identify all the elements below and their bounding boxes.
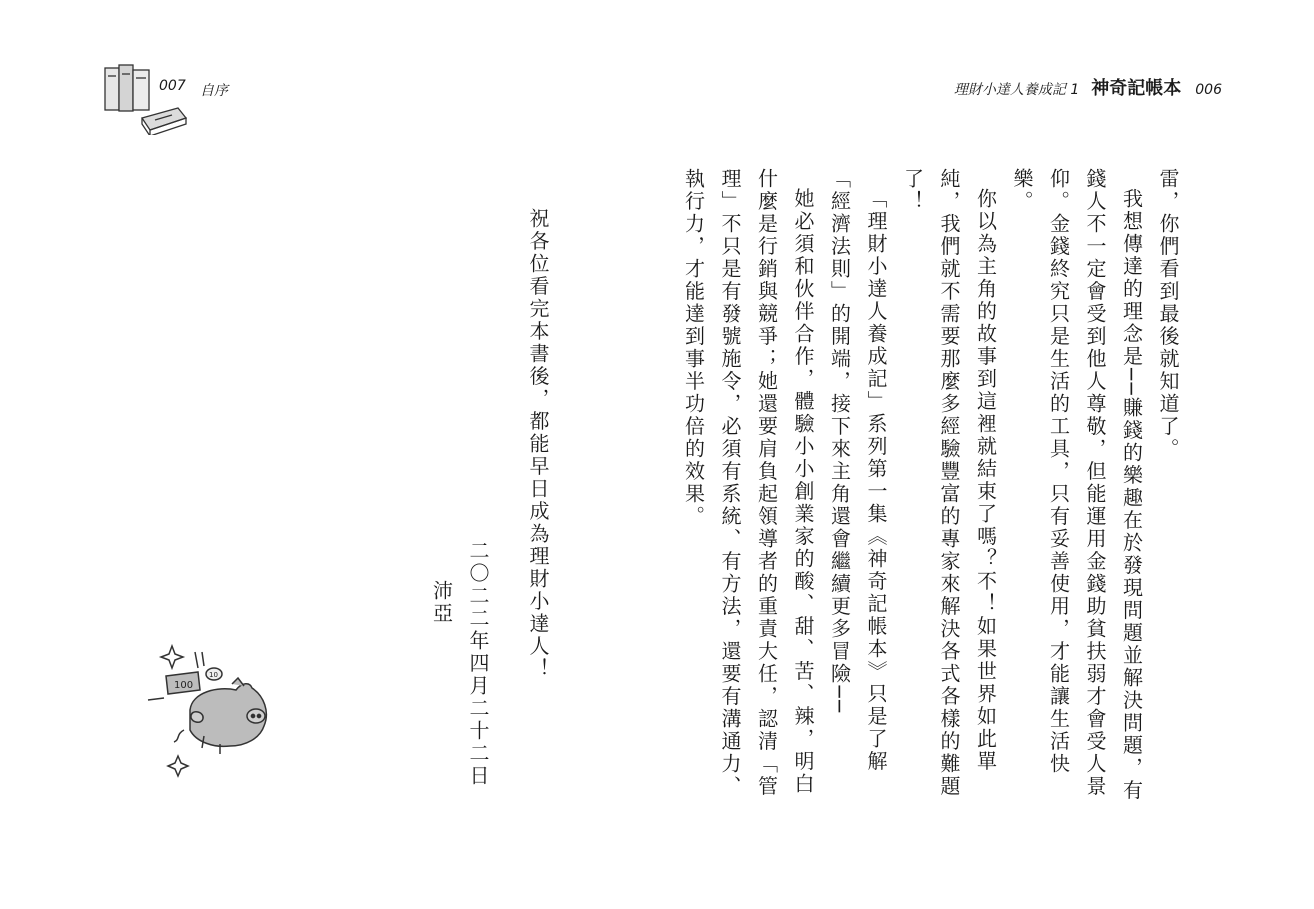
svg-text:10: 10 [209, 671, 218, 679]
date-signature [423, 540, 496, 840]
page-number-left: 007 [159, 78, 186, 94]
body-paragraph: 雷，你們看到最後就知道了。 [1156, 168, 1180, 461]
body-paragraph: 我想傳達的理念是──賺錢的樂趣在於發現問題並解決問題，有錢人不一定會受到他人尊敬，但能運用金錢助貧扶弱才會受人景仰。金錢終究只是生活的工具，只有妥善使用，才能讓生活快樂。 [1010, 168, 1144, 803]
series-title: 理財小達人養成記 1 [953, 82, 1080, 98]
piggy-bank-with-coins-icon [140, 638, 280, 778]
body-paragraph: 你以為主角的故事到這裡就結束了嗎？不！如果世界如此單純，我們就不需要那麼多經驗豐富的專家來解決各式各樣的難題了！ [900, 168, 998, 798]
date: 二〇二二年四月二十二日 [466, 540, 490, 788]
signature: 沛亞 [429, 580, 454, 625]
svg-text:100: 100 [174, 680, 194, 691]
left-page-header [100, 60, 360, 140]
body-paragraph: 她必須和伙伴合作，體驗小小創業家的酸、甜、苦、辣，明白什麼是行銷與競爭；她還要肩負起領導者的重責大任，認清「管理」不只是有發號施令，必須有系統、有方法，還要有溝通力、執行力，才能達到事半功倍的效果。 [681, 168, 815, 798]
body-paragraph: 「理財小達人養成記」系列第一集《神奇記帳本》只是了解「經濟法則」的開端，接下來主角還會繼續更多冒險── [827, 168, 888, 773]
books-icon [100, 60, 190, 135]
closing-wish: 祝各位看完本書後，都能早日成為理財小達人！ [526, 208, 550, 681]
right-page-header [954, 74, 1222, 104]
book-title: 神奇記帳本 [1091, 78, 1182, 99]
body-text [675, 168, 1186, 808]
page-number-right: 006 [1195, 82, 1222, 98]
section-title: 自序 [200, 83, 228, 99]
